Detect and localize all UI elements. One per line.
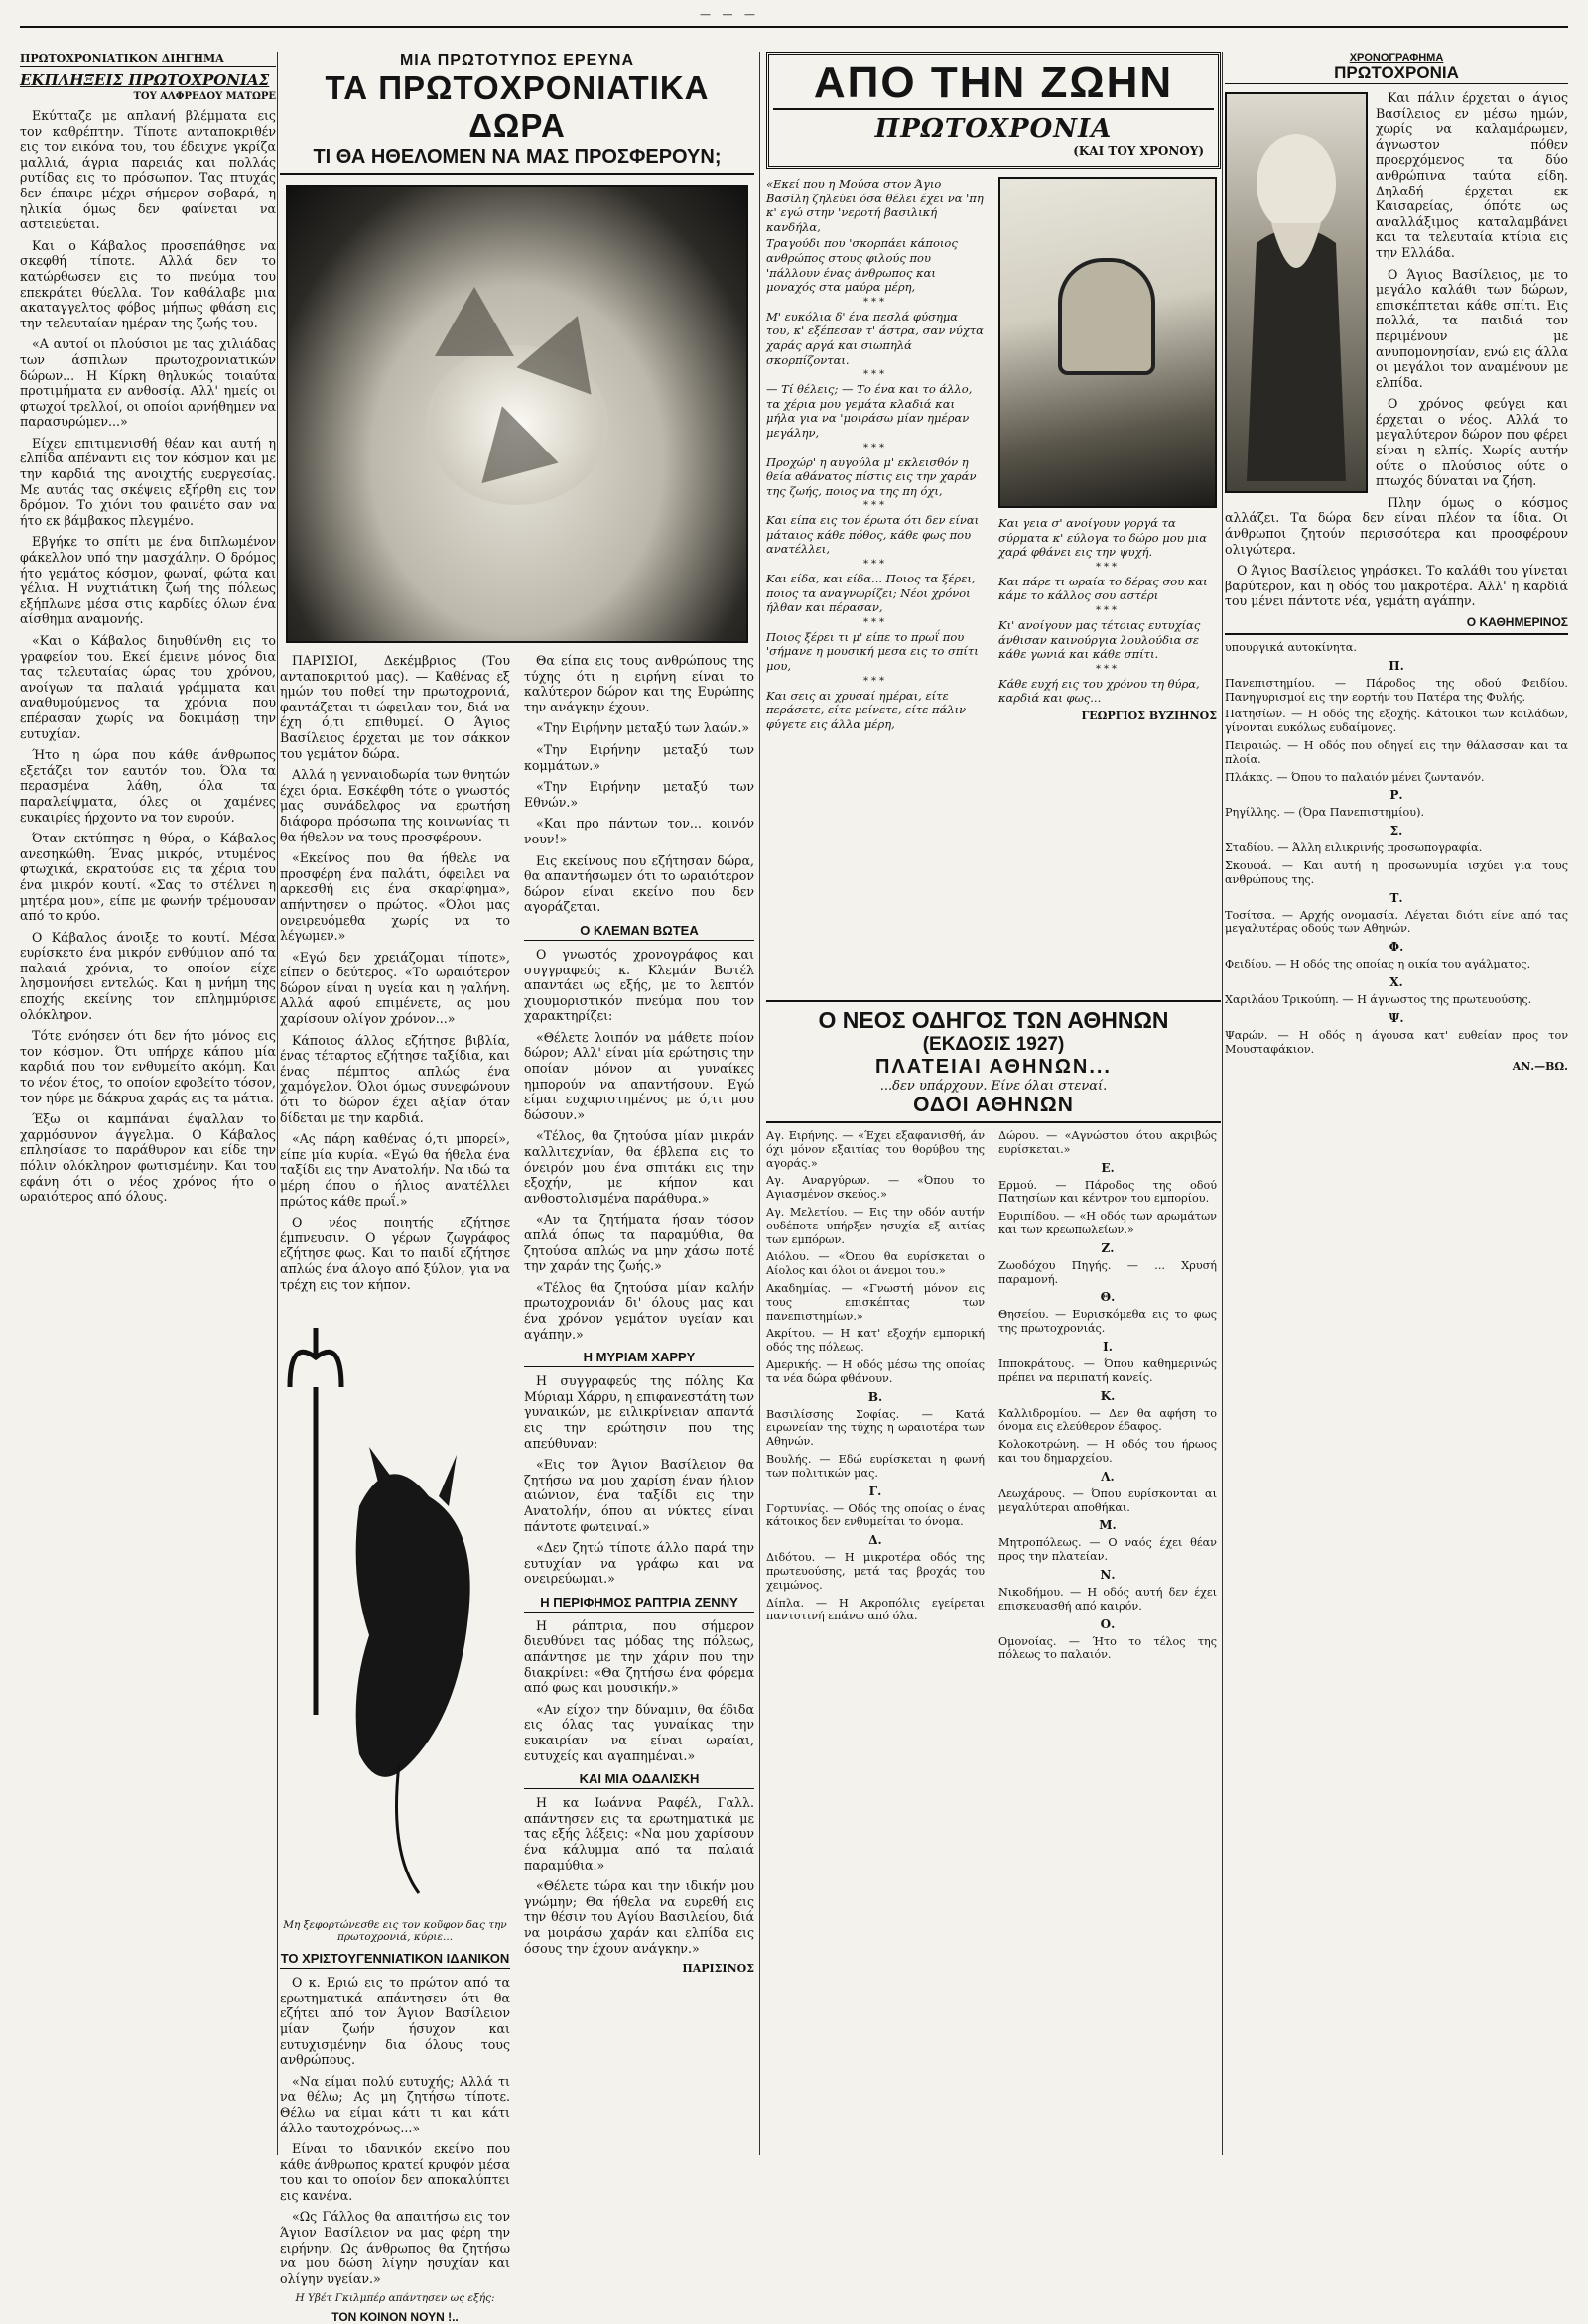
poem-stanza: — Τί θέλεις; — Το ένα και το άλλο, τα χέρια μου γεμάτα κλαδιά και μήλα για να 'μοιράσω μίαν ημέραν μεγάλην,: [766, 382, 973, 440]
stanza-break: ***: [1096, 561, 1120, 573]
stanza-break: ***: [863, 675, 887, 687]
street-entry: Ζωοδόχου Πηγής. — ... Χρυσή παραμονή.: [998, 1258, 1217, 1286]
story-byline: ΤΟΥ ΑΛΦΡΕΔΟΥ ΜΑΤΩΡΕ: [133, 91, 276, 102]
paragraph: «Και ο Κάβαλος διηυθύνθη εις το γραφείον του. Εκεί έμεινε μόνος δια τας τελευταίας ώρας του χρόνου, ανοίγων τα παλαιά γράμματα και αναθυμούμενος τα χρόνια που επέρασαν χωρίς να δοκιμάσῃ την ευτυχίαν.: [20, 633, 276, 741]
street-entry: Αγ. Αναργύρων. — «Όπου το Αγιασμένον σκεύος.»: [766, 1174, 985, 1202]
street-entry: Ακαδημίας. — «Γνωστή μόνον εις τους επισκέπτας των πανεπιστημίων.»: [766, 1281, 985, 1323]
folio: — — —: [700, 8, 759, 21]
alphabet-letter: Π.: [1389, 658, 1404, 673]
alphabet-letter: Ρ.: [1390, 788, 1403, 803]
paragraph: «Αν τα ζητήματα ήσαν τόσον απλά όπως τα παραμύθια, θα ζητούσα απλώς να μην χάσω ποτέ την χαράν της ζωής.»: [524, 1212, 754, 1274]
street-entry: Δώρου. — «Αγνώστου ότου ακριβώς ευρίσκεται.»: [998, 1129, 1217, 1156]
paragraph: «Ως Γάλλος θα απαιτήσω εις τον Άγιον Βασίλειον να μας φέρη την ειρήνην. Ως άνθρωπος θα ζητήσω να μου δώση λίγην ησυχίαν και ολίγην υγείαν.»: [280, 2209, 510, 2286]
section-heading: Ο ΚΛΕΜΑΝ ΒΩΤΕΑ: [524, 923, 754, 941]
paragraph: «Εκείνος που θα ήθελε να προσφέρη ένα παλάτι, όφειλει να αρκεσθή εις ένα σκαρίφημα», απήντησεν ο πρώτος. «Όλοι μας ονειρευόμεθα χωρίς να το λέγωμεν.»: [280, 850, 510, 944]
paragraph: Ο Άγιος Βασίλειος γηράσκει. Το καλάθι του γίνεται βαρύτερον, και η οδός του μακροτέρα. Αλλ' η καρδιά του μένει πάντοτε νέα, γεμάτη αγάπην.: [1225, 563, 1568, 609]
street-entry: Λεωχάρους. — Όπου ευρίσκονται αι μεγαλύτεραι αποθήκαι.: [998, 1486, 1217, 1514]
street-entry: Τοσίτσα. — Αρχής ονομασία. Λέγεται διότι είνε από τας μεγαλυτέρας οδούς των Αθηνών.: [1225, 908, 1568, 936]
story-title: ΕΚΠΛΗΞΕΙΣ ΠΡΩΤΟΧΡΟΝΙΑΣ: [20, 71, 270, 89]
illustration-angels: [286, 185, 748, 643]
alphabet-letter: Λ.: [1101, 1469, 1115, 1484]
poem-signature: ΓΕΩΡΓΙΟΣ ΒΥΖΙΗΝΟΣ: [1081, 709, 1217, 722]
alphabet-letter: Μ.: [1099, 1518, 1117, 1533]
illustration-devil: [280, 1298, 510, 1913]
street-entry: Ιπποκράτους. — Όπου καθημερινώς πρέπει να περιπατή κανείς.: [998, 1356, 1217, 1384]
illustration-bell: [998, 177, 1217, 508]
street-entry: Πειραιώς. — Η οδός που οδηγεί εις την θάλασσαν και τα πλοία.: [1225, 738, 1568, 766]
poem-stanza: Και γεια σ' ανοίγουν γοργά τα σύρματα κ' εύλογα το δώρο μου μια χαρά φθάνει εις την ψυχή.: [998, 516, 1208, 560]
alphabet-letter: Ζ.: [1101, 1240, 1115, 1255]
illustration-saint: [1225, 92, 1368, 493]
poem-stanza: Κι' ανοίγουν μας τέτοιας ευτυχίας άνθισαν καινούργια λουλούδια σε κάθε γωνιά και κάθε σπίτι.: [998, 617, 1201, 662]
street-entry: Σκουφά. — Και αυτή η προσωνυμία ισχύει για τους ανθρώπους της.: [1225, 858, 1568, 886]
chronicle-title: ΠΡΩΤΟΧΡΟΝΙΑ: [1225, 64, 1568, 84]
paragraph: «Την Ειρήνην μεταξύ των λαών.»: [536, 720, 750, 736]
guide-edition: (ΕΚΔΟΣΙΣ 1927): [922, 1034, 1065, 1055]
life-masthead: [766, 52, 1221, 169]
paragraph: Εκύτταζε με απλανή βλέμματα εις τον καθρέπτην. Τίποτε ανταποκριθέν εις τον εικόνα του, του έδειχνε γκρίζα μαλλιά, άγρια παρειάς και πολλάς ρυτίδας εις το πρόσωπον. Τας πτυχάς δεν έπαιρε μέχρι σήμερον σοβαρά, η ηλικία όμως δεν φαίνεται να αστειεύεται.: [20, 108, 276, 232]
street-entry: Βουλής. — Εδώ ευρίσκεται η φωνή των πολιτικών μας.: [766, 1452, 985, 1480]
paragraph: Είναι το ιδανικόν εκείνο που κάθε άνθρωπος κρατεί κρυφόν μέσα του και το οποίον δεν αποκαλύπτει εις κανένα.: [280, 2141, 510, 2203]
survey-left-column: [280, 653, 510, 2324]
streets-right: [998, 1129, 1217, 1666]
street-entry: Μητροπόλεως. — Ο ναός έχει θέαν προς την πλατείαν.: [998, 1536, 1217, 1564]
alphabet-letter: Θ.: [1100, 1290, 1116, 1305]
street-entry: Πανεπιστημίου. — Πάροδος της οδού Φειδίου. Πανηγυρισμοί εις την εορτήν του Πατέρα της Φυλής.: [1225, 676, 1568, 704]
street-entry: Χαριλάου Τρικούπη. — Η άγνωστος της πρωτευούσης.: [1225, 992, 1532, 1006]
paragraph: «Δεν ζητώ τίποτε άλλο παρά την ευτυχίαν να γράφω και να ονειρεύωμαι.»: [524, 1540, 754, 1587]
alphabet-letter: Χ.: [1390, 974, 1403, 989]
paragraph: «Να είμαι πολύ ευτυχής; Αλλά τι να θέλω; Ας μη ζητήσω τίποτε. Θέλω να είμαι κάτι τι και κάτι άλλο ταυτοχρόνως...»: [280, 2073, 510, 2135]
paragraph: Είχεν επιτιμενισθή θέαν και αυτή η ελπίδα απέναντι εις τον κόσμον και με την καρδιά της ανοιχτής ευεργεσίας. Με αυτάς τας σκέψεις εξήρθη εις τον δρόμον. Το χιόνι του φαινέτο σαν να ήτο εκ βάμβακος πλεγμένο.: [20, 435, 276, 528]
street-entry: Πλάκας. — Όπου το παλαιόν μένει ζωντανόν.: [1225, 770, 1485, 784]
paragraph: «Τέλος, θα ζητούσα μίαν μικράν καλλιτεχνίαν, θα έβλεπα εις το όνειρόν μου ένα σπιτάκι εις την εξοχήν, με κήπον και ανθοστολισμένα παράθυρα.»: [524, 1128, 754, 1206]
paragraph: Τότε ενόησεν ότι δεν ήτο μόνος εις τον κόσμον. Ότι υπήρχε κάπου μία καρδιά που τον ενθυμείτο ακόμη. Και το νέον έτος, το οποίον εφοβείτο τόσον, τον ηύρε με δάκρυα χαράς εις τα μάτια.: [20, 1028, 276, 1105]
poem-stanza: Τραγούδι που 'σκορπάει κάποιος ανθρώπος στους φιλούς που 'πάλλουν ένας άνθρωπος και μοναχός στα μαύρα μέρη,: [766, 236, 958, 295]
survey-right-column: [524, 653, 754, 1975]
streets-left: [766, 1129, 985, 1627]
paragraph: Και ο Κάβαλος προσεπάθησε να σκεφθή τίποτε. Αλλά δεν το κατώρθωσεν εις το πνεύμα του επεκράτει θύελλα. Τον καθάλαβε μια ακαταγγελτος φόβος μήπως φθάση εις την τελευταίαν ημέραν της ζωής του.: [20, 237, 276, 330]
paragraph: Πλην όμως ο κόσμος αλλάζει. Τα δώρα δεν είναι πλέον τα ίδια. Οι άνθρωποι ζητούν περισσότερα και προσφέρουν ολιγώτερα.: [1225, 494, 1568, 557]
stanza-break: ***: [863, 296, 887, 308]
column-story: [20, 52, 276, 2155]
paragraph: Ο χρόνος φεύγει και έρχεται ο νέος. Αλλά το μεγαλύτερον δώρον που φέρει είναι η ελπίς. Χωρίς αυτήν ούτε ο πλούσιος ούτε ο πτωχός δύναται να ζήση.: [1376, 396, 1568, 489]
chronicle-signature: Ο ΚΑΘΗΜΕΡΙΝΟΣ: [1225, 615, 1568, 635]
paragraph: Η ράπτρια, που σήμερον διευθύνει τας μόδας της πόλεως, απάντησε με την χάριν που την διακρίνει: «Θα ζητήσω ένα φόρεμα από φως και μουσικήν.»: [524, 1617, 754, 1696]
street-entry: Φειδίου. — Η οδός της οποίας η οικία του αγάλματος.: [1225, 958, 1531, 971]
column-rule: [759, 52, 760, 2155]
section-heading: Η Υβέτ Γκιλμπέρ απάντησεν ως εξής:: [295, 2292, 495, 2305]
street-entry: Διδότου. — Η μικροτέρα οδός της πρωτευούσης, μετά τας βροχάς του χειμώνος.: [766, 1551, 985, 1592]
paragraph: Η κα Ιωάννα Ραφέλ, Γαλλ. απάντησεν εις τα ερωτηματικά με τας εξής λέξεις: «Να μου χαρίσουν ένα κάλυμμα από τα παλαιά παραμύθια.»: [524, 1795, 754, 1872]
top-rule: [20, 26, 1568, 28]
poem-stanza: Και είπα εις τον έρωτα ότι δεν είναι μάταιος κάθε πόθος, κάθε φως που ανατέλλει,: [766, 513, 980, 557]
alphabet-letter: Τ.: [1390, 890, 1403, 905]
poem-stanza: Μ' ευκόλια δ' ένα πεσλά φύσημα του, κ' εξέπεσαν τ' άστρα, σαν νύχτα χαράς αργά και σιωπηλά σκορπίζονται.: [766, 309, 984, 367]
devil-caption: Μη ξεφορτώνεσθε εις τον κοῦφον δας την πρωτοχρονιά, κύριε...: [283, 1919, 507, 1944]
street-entry: Σταδίου. — Άλλη ειλικρινής προσωπογραφία.: [1225, 841, 1483, 855]
streets-continued: [1225, 641, 1568, 1056]
stanza-break: ***: [1096, 604, 1120, 616]
survey-kicker: ΜΙΑ ΠΡΩΤΟΤΥΠΟΣ ΕΡΕΥΝΑ: [399, 52, 635, 68]
life-subtitle: ΠΡΩΤΟΧΡΟΝΙΑ: [874, 114, 1113, 144]
street-entry: Ακρίτου. — Η κατ' εξοχήν εμπορική οδός της πόλεως.: [766, 1327, 985, 1355]
poem-left: [766, 177, 985, 733]
paragraph: Ο Κάβαλος άνοιξε το κουτί. Μέσα ευρίσκετο ένα μικρόν ενθύμιον από τα παλαιά χρόνια, το οποίον είχε λησμονήσει εντελώς. Και η μνήμη της εποχής εκείνης τον επλημμύρισε ολόκληρον.: [20, 929, 276, 1022]
street-entry: Κολοκοτρώνη. — Η οδός του ήρωος και του δημαρχείου.: [998, 1438, 1217, 1465]
paragraph: «Θέλετε λοιπόν να μάθετε ποίον δώρον; Αλλ' είναι μία ερώτησις την οποίαν μόνον αι γυναίκες ημπορούν να απαντήσουν. Εγώ είμαι ευχαριστημένος με ό,τι μου δώσουν.»: [524, 1029, 754, 1122]
paragraph: «Την Ειρήνην μεταξύ των Εθνών.»: [524, 779, 754, 810]
alphabet-letter: Ν.: [1100, 1567, 1116, 1582]
column-rule: [1222, 52, 1223, 2155]
life-subtitle-note: (ΚΑΙ ΤΟΥ ΧΡΟΝΟΥ): [1073, 144, 1204, 158]
stanza-break: ***: [863, 369, 887, 381]
street-entry: Δίπλα. — Η Ακροπόλις εγείρεται παντοτινή επάνω από όλα.: [766, 1596, 985, 1623]
paragraph: «Και προ πάντων τον... κοινόν νουν!»: [524, 816, 754, 846]
street-entry: Θησείου. — Ευρισκόμεθα εις το φως της πρωτοχρονιάς.: [998, 1308, 1217, 1336]
alphabet-letter: Ε.: [1101, 1160, 1115, 1175]
paragraph: Ο γνωστός χρονογράφος και συγγραφεύς κ. Κλεμάν Βωτέλ απαντάει ως εξής, με το λεπτόν χιουμοριστικόν πνεύμα που τον χαρακτηρίζει:: [524, 946, 754, 1024]
paragraph: Ήτο η ώρα που κάθε άνθρωπος εξετάζει τον εαυτόν του. Όλα τα περασμένα λάθη, όλα τα παραλείψματα, όλες οι χαμένες ευκαιρίες ήρχοντο να τον ευρούν.: [20, 747, 276, 825]
poem-stanza: Και πάρε τι ωραία το δέρας σου και κάμε το κάλλος σου αστέρι: [998, 574, 1208, 603]
paragraph: Έξω οι καμπάναι έψαλλαν το χαρμόσυνον άγγελμα. Ο Κάβαλος επλησίασε το παράθυρον και είδε την πόλιν ολόκληρον φωτισμένην. Και του εφάνη ότι ο νέος χρόνος ήτο ο ωραιότερος από όλους.: [20, 1111, 276, 1205]
street-entry: Πατησίων. — Η οδός της εξοχής. Κάτοικοι των κοιλάδων, γίνονται ευκόλως ευδαίμονες.: [1225, 708, 1568, 735]
paragraph: «Α αυτοί οι πλούσιοι με τας χιλιάδας των άσπιλων πρωτοχρονιατικών δώρων... Η Κίρκη θηλυκώς τοιαύτα προτιμήματα εν ανθοσίᾳ. Αλλ' ημείς οι φτωχοί τρελλοί, οι οποίοι αρνήθημεν να παρασυρώμεν...»: [20, 336, 276, 430]
bell-icon: [1058, 258, 1155, 375]
paragraph: Η συγγραφεύς της πόλης Κα Μύριαμ Χάρρυ, η επιφανεστάτη των γυναικών, με ειλικρίνειαν απαντά εις την ερώτησιν που της απεύθυναν:: [524, 1373, 754, 1451]
alphabet-letter: Β.: [867, 1389, 883, 1404]
paragraph: Αλλά η γενναιοδωρία των θνητών έχει όρια. Εσκέφθη τότε ο γνωστός μας συνάδελφος να ερωτήση διάφορα πρόσωπα της κοινωνίας τι θα ήθελον να τους προσφέρουν.: [280, 767, 510, 844]
poem-stanza: Κάθε ευχή εις του χρόνου τη θύρα, καρδιά και φως...: [998, 676, 1200, 706]
stanza-break: ***: [1096, 663, 1120, 675]
paragraph: «Αν είχον την δύναμιν, θα έδιδα εις όλας τας γυναίκας την ευκαιρίαν να είναι ωραίαι, ευτυχείς και αγαπημέναι.»: [524, 1701, 754, 1763]
section-heading: Η ΜΥΡΙΑΜ ΧΑΡΡΥ: [524, 1350, 754, 1367]
angel-figure: [435, 287, 514, 356]
stanza-break: ***: [863, 559, 887, 571]
alphabet-letter: Σ.: [1390, 824, 1403, 839]
column-life: [766, 52, 1221, 2155]
street-entry: Νικοδήμου. — Η οδός αυτή δεν έχει επισκευασθή από καιρόν.: [998, 1585, 1217, 1613]
story-kicker: ΠΡΩΤΟΧΡΟΝΙΑΤΙΚΟΝ ΔΙΗΓΗΜΑ: [20, 52, 276, 67]
chronicle-kicker: ΧΡΟΝΟΓΡΑΦΗΜΑ: [1349, 52, 1444, 64]
street-entry: Καλλιδρομίου. — Δεν θα αφήση το όνομα εις ελεύθερον έδαφος.: [998, 1406, 1217, 1434]
squares-title: ΠΛΑΤΕΙΑΙ ΑΘΗΝΩΝ...: [875, 1056, 1112, 1078]
alphabet-letter: Κ.: [1100, 1388, 1116, 1403]
section-heading: ΤΟΝ ΚΟΙΝΟΝ ΝΟΥΝ !..: [331, 2310, 459, 2324]
guide-title: Ο ΝΕΟΣ ΟΔΗΓΟΣ ΤΩΝ ΑΘΗΝΩΝ: [766, 1000, 1221, 1034]
street-entry: Ψαρών. — Η οδός η άγουσα κατ' ευθείαν προς τον Μουσταφάκιον.: [1225, 1028, 1568, 1056]
section-heading: ΤΟ ΧΡΙΣΤΟΥΓΕΝΝΙΑΤΙΚΟΝ ΙΔΑΝΙΚΟΝ: [280, 1951, 510, 1969]
paragraph: Όταν εκτύπησε η θύρα, ο Κάβαλος ανεσηκώθη. Ένας μικρός, ντυμένος φτωχικά, εκρατούσε εις τα χέρια του ένα μικρόν κουτί. «Σας το στέλνει η μητέρα μου», είπε με φωνήν τρέμουσαν από το κρύο.: [20, 831, 276, 924]
column-rule: [277, 52, 278, 2155]
paragraph: «Θέλετε τώρα και την ιδικήν μου γνώμην; Θα ήθελα να ευρεθή εις την θέσιν του Αγίου Βασιλείου, διά να μοιράσω χαράν και ελπίδα εις όσους την έχουν ανάγκην.»: [524, 1878, 754, 1956]
street-entry: Ερμού. — Πάροδος της οδού Πατησίων και κέντρον του εμπορίου.: [998, 1178, 1217, 1206]
paragraph: Κάποιος άλλος εζήτησε βιβλία, ένας τέταρτος εζήτησε ταξίδια, και ένας πέμπτος απλώς ένα χαμόγελον. Όλοι όμως συνεφώνουν ότι το δώρον έχει αξίαν όταν δίδεται με την καρδιά.: [280, 1032, 510, 1125]
streets-signature: ΑΝ.—ΒΩ.: [1512, 1060, 1568, 1074]
poem-right: [998, 177, 1217, 722]
paragraph: Εβγήκε το σπίτι με ένα διπλωμένον φάκελλον υπό την μασχάλην. Ο δρόμος ήτο γεμάτος κόσμον, φωναί, φώτα και γέλια. Η νυχτιάτικη ζωή της πόλεως εξήπλωνε μέσα στις καρδίες όλων ένα αίσθημα αναμονής.: [20, 534, 276, 627]
street-entry: Αγ. Ειρήνης. — «Έχει εξαφανισθή, άν όχι μόνον εξαιτίας του θορύβου της αγοράς.»: [766, 1129, 985, 1170]
stanza-break: ***: [863, 500, 887, 512]
paragraph: Και πάλιν έρχεται ο άγιος Βασίλειος εν μέσω ημών, χωρίς να καλαμάρωμεν, άγνωστον πόθεν προερχόμενος τα δύο ανθρώπινα ταύτα είδη. Δηλαδή έρχεται εκ Καισαρείας, όπότε ως αναλλάξιμος καταλαμβάνει και τα τελευταία κτίρια εις την Ελλάδα.: [1376, 90, 1568, 260]
street-entry: υπουργικά αυτοκίνητα.: [1225, 641, 1357, 654]
paragraph: Ο νέος ποιητής εζήτησε έμπνευσιν. Ο γέρων ζωγράφος εζήτησε φως. Και το παιδί εζήτησε απλώς ένα άλογο από ξύλον, για να τρέχη εις τον κήπον.: [280, 1215, 510, 1292]
paragraph: «Εγώ δεν χρειάζομαι τίποτε», είπεν ο δεύτερος. «Το ωραιότερον δώρον είναι η υγεία και η γαλήνη. Αλλά αφού επιμένετε, ας μου χαρίσουν ολίγον χρόνον...»: [280, 949, 510, 1027]
street-entry: Βασιλίσσης Σοφίας. — Κατά ειρωνείαν της τύχης η ωραιοτέρα των Αθηνών.: [766, 1407, 985, 1449]
poem-stanza: «Εκεί που η Μούσα στον Άγιο Βασίλη ζηλεύει όσα θέλει έχει να 'πη κ' εγώ στην 'νεροτή βασιλική κανδήλα,: [766, 177, 984, 234]
column-survey: [280, 52, 754, 2324]
column-chronicle: [1225, 52, 1568, 2155]
poem-stanza: Προχώρ' η αυγούλα μ' εκλεισθόν η θεία αθάνατος πίστις εις την χαράν της ζωής, ποιος να της πη όχι,: [766, 454, 977, 498]
street-entry: Ομονοίας. — Ήτο το τέλος της πόλεως το παλαιόν.: [998, 1634, 1217, 1662]
alphabet-letter: Φ.: [1389, 940, 1404, 955]
stanza-break: ***: [863, 616, 887, 628]
alphabet-letter: Δ.: [868, 1533, 882, 1548]
alphabet-letter: Ι.: [1103, 1339, 1113, 1354]
paragraph: «Τέλος θα ζητούσα μίαν καλήν πρωτοχρονιάν δι' όλους μας και ένα χρόνον γεμάτον υγείαν και αγάπην.»: [524, 1279, 754, 1342]
survey-subtitle: ΤΙ ΘΑ ΗΘΕΛΟΜΕΝ ΝΑ ΜΑΣ ΠΡΟΣΦΕΡΟΥΝ;: [280, 145, 754, 175]
paragraph: «Ας πάρη καθένας ό,τι μπορεί», είπε μία κυρία. «Εγώ θα ήθελα ένα ταξίδι εις την Ανατολήν. Να ιδώ τα μέρη όπου ο ήλιος ανατέλλει πρώτος κάθε πρωΐ.»: [280, 1131, 510, 1209]
paragraph: ΠΑΡΙΣΙΟΙ, Δεκέμβριος (Του ανταποκριτού μας). — Καθένας εξ ημών του ποθεί την πρωτοχρονιά, φαντάζεται τι ώφειλαν τον, διά να έχη ό,τι επιθυμεί. Ο Άγιος Βασίλειος έρχεται με τον σάκκον του γεμάτον δώρα.: [280, 653, 510, 761]
paragraph: Εις εκείνους που εζήτησαν δώρα, θα απαντήσωμεν ότι το ωραιότερον δώρον είναι εκείνο που δεν αγοράζεται.: [524, 852, 754, 915]
streets-title: ΟΔΟΙ ΑΘΗΝΩΝ: [766, 1094, 1221, 1123]
saint-drawing: [1227, 94, 1366, 491]
paragraph: Ο Άγιος Βασίλειος, με το μεγάλο καλάθι των δώρων, επισκέπτεται κάθε σπίτι. Εις πολλά, τα παιδιά τον περιμένουν με ανυπομονησίαν, ενώ εις άλλα οι μεγάλοι τον αναμένουν με ελπίδα.: [1376, 266, 1568, 390]
street-entry: Ρηγίλλης. — (Όρα Πανεπιστημίου).: [1225, 806, 1424, 820]
street-entry: Αμερικής. — Η οδός μέσω της οποίας τα νέα δώρα φθάνουν.: [766, 1357, 985, 1385]
section-heading: Η ΠΕΡΙΦΗΜΟΣ ΡΑΠΤΡΙΑ ΖΕΝΝΥ: [524, 1595, 754, 1613]
story-body: [20, 108, 276, 1205]
paragraph: «Εις τον Άγιον Βασίλειον θα ζητήσω να μου χαρίση έναν ήλιον αιώνιον, ένα ταξίδι εις την Ανατολήν, όπου αι νύκτες είναι πάντοτε φωτειναί.»: [524, 1457, 754, 1534]
devil-drawing: [280, 1298, 510, 1913]
paragraph: «Την Ειρήνην μεταξύ των κομμάτων.»: [524, 741, 754, 773]
street-entry: Ευριπίδου. — «Η οδός των αρωμάτων και των κρεωπωλείων.»: [998, 1210, 1217, 1236]
life-title: ΑΠΟ ΤΗΝ ΖΩΗΝ: [773, 59, 1214, 110]
alphabet-letter: Ο.: [1100, 1616, 1116, 1631]
poem-stanza: Ποιος ξέρει τι μ' είπε το πρωΐ που 'σήμανε η μουσική μεσα εις το σπίτι μου,: [766, 629, 979, 674]
squares-tagline: ...δεν υπάρχουν. Είνε όλαι στεναί.: [879, 1079, 1108, 1094]
paragraph: Ο κ. Εριώ εις το πρώτον από τα ερωτηματικά απάντησεν ότι θα εζήτει από τον Άγιον Βασίλειον μίαν ζωήν ήσυχον και ευτυχισμένην δια όλους τους ανθρώπους.: [280, 1975, 510, 2068]
section-heading: ΚΑΙ ΜΙΑ ΟΔΑΛΙΣΚΗ: [524, 1771, 754, 1789]
poem-stanza: Και είδα, και είδα... Ποιος τα ξέρει, ποιος τα αναγνωρίζει; Νέοι χρόνοι ήλθαν και πέρασαν,: [766, 572, 976, 615]
alphabet-letter: Γ.: [868, 1484, 882, 1498]
street-entry: Αιόλου. — «Όπου θα ευρίσκεται ο Αίολος και όλοι οι άνεμοι του.»: [766, 1250, 985, 1278]
stanza-break: ***: [863, 442, 887, 453]
street-entry: Αγ. Μελετίου. — Εις την οδόν αυτήν ουδέποτε υπήρξεν ησυχία εξ αιτίας των εμπόρων.: [766, 1205, 985, 1246]
paragraph: Θα είπα εις τους ανθρώπους της τύχης ότι η ειρήνη είναι το καλύτερον δώρον και της Ευρώπης την ανάγκην έχουν.: [524, 653, 754, 714]
street-entry: Γορτυνίας. — Οδός της οποίας ο ένας κάτοικος δεν ενθυμείται το όνομα.: [766, 1501, 985, 1529]
alphabet-letter: Ψ.: [1389, 1010, 1404, 1025]
poem-stanza: Και σεις αι χρυσαί ημέραι, είτε περάσετε, είτε μείνετε, είτε πάλιν φύγετε εις άλλα μέρη,: [766, 688, 967, 731]
section-heading: ΠΑΡΙΣΙΝΟΣ: [682, 1962, 754, 1976]
survey-title: ΤΑ ΠΡΩΤΟΧΡΟΝΙΑΤΙΚΑ ΔΩΡΑ: [325, 69, 710, 144]
